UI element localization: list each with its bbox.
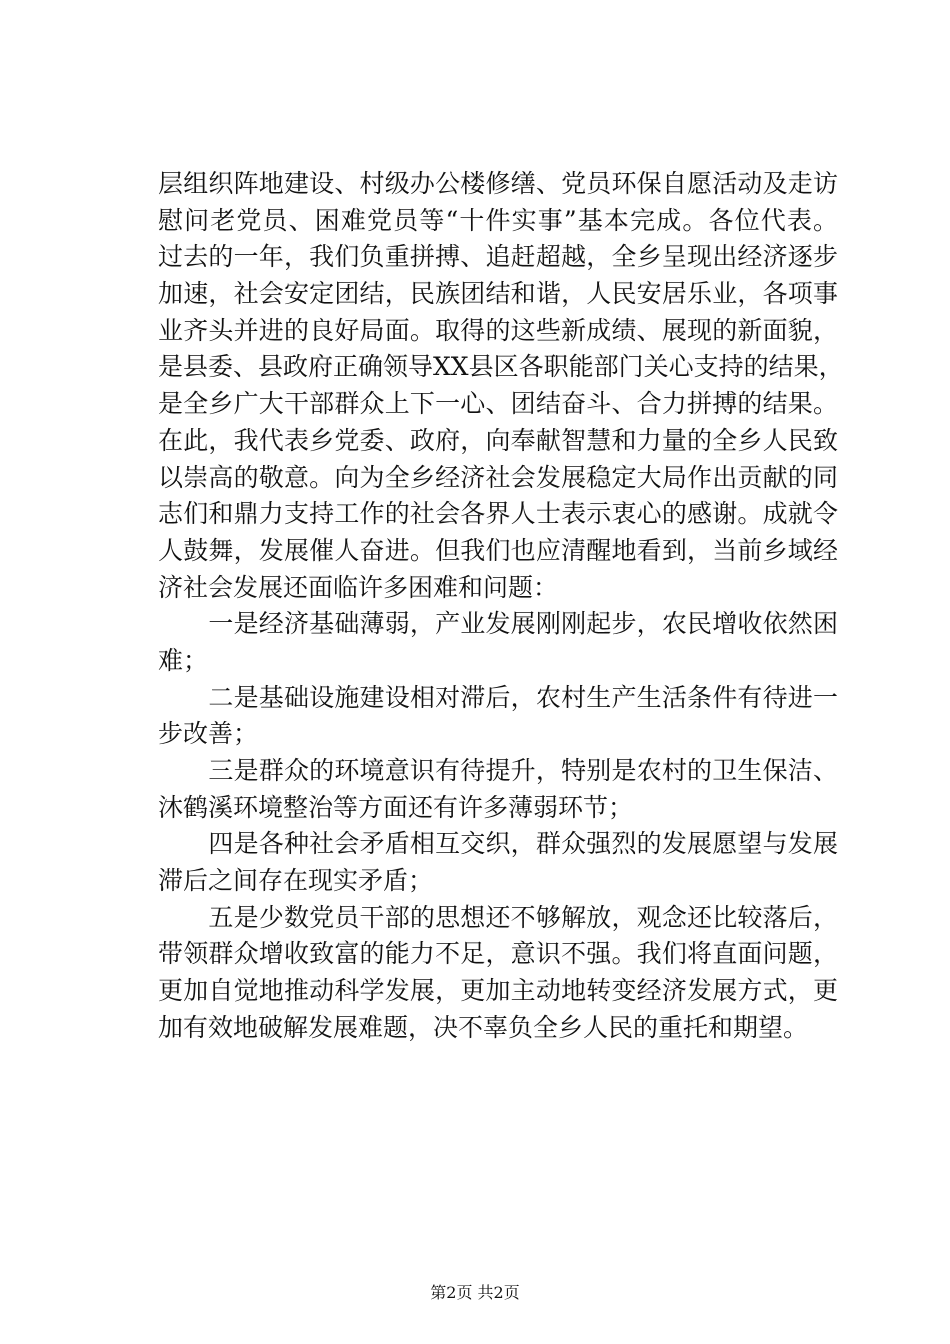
text-line: 步改善；: [158, 719, 259, 749]
text-line: 层组织阵地建设、村级办公楼修缮、党员环保自愿活动及走访: [158, 169, 838, 198]
text-line: 难；: [158, 645, 209, 675]
text-line: 是全乡广大干部群众上下一心、团结奋斗、合力拼搏的结果。: [158, 389, 838, 419]
body-text: [158, 166, 844, 1047]
text-line: 在此，我代表乡党委、政府，向奉献智慧和力量的全乡人民致: [158, 425, 838, 455]
text-line: 业齐头并进的良好局面。取得的这些新成绩、展现的新面貌，: [158, 315, 838, 345]
text-line: 更加自觉地推动科学发展，更加主动地转变经济发展方式，更: [158, 976, 838, 1006]
text-line: 三是群众的环境意识有待提升，特别是农村的卫生保洁、: [158, 756, 838, 785]
text-line: 以崇高的敬意。向为全乡经济社会发展稳定大局作出贡献的同: [158, 462, 838, 492]
text-line: 四是各种社会矛盾相互交织，群众强烈的发展愿望与发展: [158, 829, 838, 859]
text-line: 过去的一年，我们负重拼搏、追赶超越，全乡呈现出经济逐步: [158, 242, 838, 272]
text-line: 加有效地破解发展难题，决不辜负全乡人民的重托和期望。: [158, 1012, 809, 1042]
text-line: 济社会发展还面临许多困难和问题：: [158, 572, 559, 602]
text-line: 人鼓舞，发展催人奋进。但我们也应清醒地看到，当前乡域经: [158, 535, 838, 565]
text-line: 二是基础设施建设相对滞后，农村生产生活条件有待进一: [158, 682, 838, 712]
text-line: 带领群众增收致富的能力不足，意识不强。我们将直面问题，: [158, 939, 838, 969]
text-line: 五是少数党员干部的思想还不够解放，观念还比较落后，: [158, 902, 838, 932]
text-line: 沐鹤溪环境整治等方面还有许多薄弱环节；: [158, 792, 634, 822]
text-line: 加速，社会安定团结，民族团结和谐，人民安居乐业，各项事: [158, 279, 838, 309]
text-line: 一是经济基础薄弱，产业发展刚刚起步，农民增收依然困: [158, 609, 838, 639]
text-line: 是县委、县政府正确领导XX县区各职能部门关心支持的结果，: [158, 352, 844, 382]
text-line: 滞后之间存在现实矛盾；: [158, 866, 434, 896]
page-footer: 第2页 共2页: [430, 1283, 520, 1302]
text-line: 志们和鼎力支持工作的社会各界人士表示衷心的感谢。成就令: [158, 499, 838, 529]
text-line: 慰问老党员、困难党员等“十件实事”基本完成。各位代表。: [158, 205, 838, 235]
